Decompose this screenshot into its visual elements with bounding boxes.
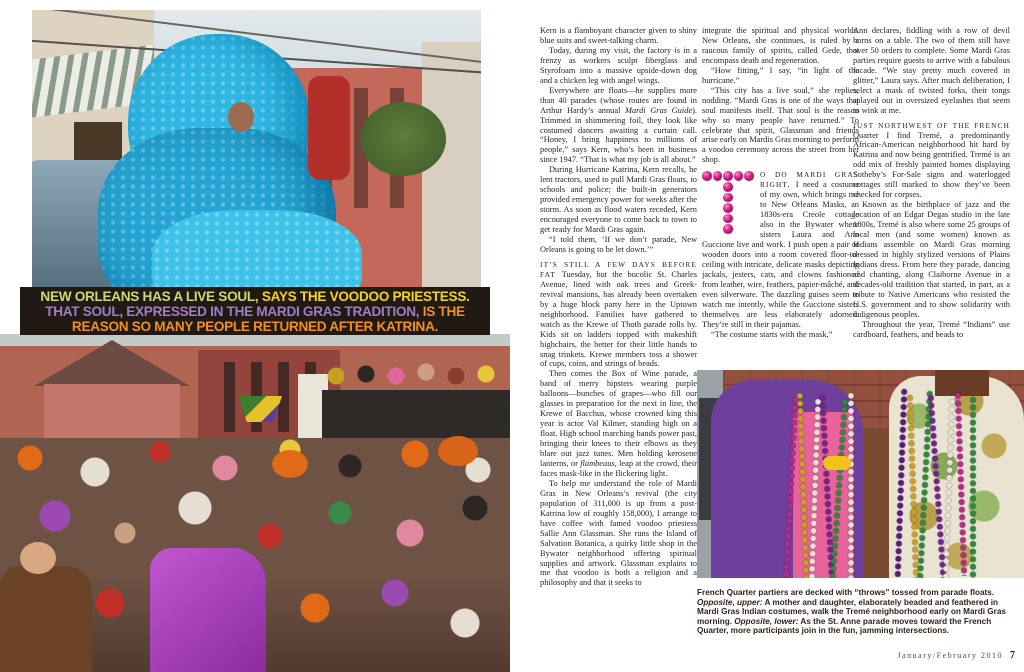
paragraph (853, 200, 1010, 319)
paragraph (853, 320, 1010, 340)
text-segment: integrate the spiritual and physical worlds. New Orleans, she continues, is ruled by a raucous family of spirits, called Gede, that encompass death and regeneration. (702, 26, 859, 65)
text-segment: Kern is a flamboyant character given to shiny blue suits and sweet-talking charm. (540, 26, 697, 45)
bald-head (20, 542, 56, 574)
float-platform (322, 390, 510, 438)
paragraph (702, 170, 859, 329)
purple-cape-figure (150, 548, 266, 672)
page-footer (697, 645, 1015, 663)
article-column-2 (702, 26, 859, 370)
paragraph (540, 26, 697, 46)
child-arm (863, 428, 889, 578)
paragraph (540, 235, 697, 255)
paragraph (540, 165, 697, 235)
pink-house (44, 384, 180, 438)
text-segment: “The costume starts with the mask,” (711, 329, 833, 339)
text-segment: Opposite, lower: (734, 616, 799, 626)
text-segment: “This city has a live soul,” she replies, nodding. “Mardi Gras is one of the ways that soul manifests itself. That soul is the reason why so many people have returned.” To celebrate that spirit, Glassman and friends arise early on Mardis Gras morning to perform a voodoo ceremony across the street from her shop. (702, 85, 859, 165)
face (228, 102, 254, 132)
text-segment: Ann declares, fiddling with a row of devil horns on a table. The two of them still have over 50 orders to complete. Some Mardi Gras parties require guests to arrive with a fabulous facade. “We stay pretty much covered in glitter,” Laura says. After much deliberation, I select a mask of twisted forks, their tongs splayed out in oversized eyelashes that seem to wink at me. (853, 26, 1010, 115)
neck-skin (935, 370, 989, 396)
paragraph (853, 121, 1010, 201)
bead-icon (723, 214, 733, 224)
bead-icon (723, 182, 733, 192)
text-segment: To help me understand the role of Mardi Gras in New Orleans’s revival (the city population of 311,000 is up from a post-Katrina low of roughly 158,000), I arrange to have coffee with famed voodoo priestess Sallie Ann Glassman. She runs the Island of Salvation Botanica, a quirky little shop in the Bywater neighborhood offering spiritual supplies and artwork. Glassman explains to me that voodoo is both a religion and a philosophy and that it seeks to (540, 478, 697, 588)
article-column-3 (853, 26, 1010, 370)
page-number: 7 (1010, 650, 1015, 661)
text-segment: Quarter I find Tremé, a predominantly African-American neighborhood hit hard by Katrina and now being gentrified. Tremé is an odd mix of freshly painted homes displaying Sotheby’s For-Sale signs and waterlogged cottages still marked to show they’ve been checked for corpses. (853, 130, 1010, 200)
pull-quote-segment: REASON SO MANY PEOPLE RETURNED AFTER KATRINA. (71, 319, 439, 335)
orange-wig (272, 450, 308, 478)
pull-quote-segment: NEW ORLEANS HAS A LIVE SOUL, (40, 289, 262, 304)
text-segment: Opposite, upper: (697, 597, 763, 607)
text-segment: Mardi Gras Guide (625, 105, 693, 115)
pull-quote-line (20, 319, 490, 334)
text-segment: French Quarter partiers are decked with “throws” tossed from parade floats. (697, 588, 995, 597)
pull-quote-line (20, 304, 490, 319)
text-segment: As the St. Anne parade moves toward the French Quarter, more participants join in the fun, jamming intersections. (697, 616, 992, 636)
pull-quote-line (20, 289, 490, 304)
section-lead-in: JUST NORTHWEST OF THE FRENCH (853, 120, 1010, 130)
yellow-trinket (823, 456, 851, 470)
paragraph (702, 330, 859, 340)
pull-quote-segment: IS THE (422, 304, 465, 320)
bead-strand (847, 392, 855, 578)
section-lead-in: IT’S STILL A FEW DAYS BEFORE FAT (540, 259, 697, 279)
text-segment: , leap at the crowd, their faces mask-like in the flickering light. (540, 458, 697, 478)
brown-robe-figure (0, 566, 92, 672)
text-segment: Today, during my visit, the factory is in a frenzy as workers sculpt fiberglass and Styrofoam into a massive upside-down dog and a chicken leg with angel wings. (540, 45, 697, 85)
photo-beaded-partiers (697, 370, 1024, 578)
photo-caption (697, 588, 1017, 636)
float-riders (322, 360, 510, 392)
article-column-1 (540, 26, 697, 638)
text-segment: Throughout the year, Tremé “Indians” use cardboard, feathers, and beads to (853, 319, 1010, 339)
text-segment: “I told them, ‘If we don’t parade, New Orleans is going to be let down.’” (540, 235, 697, 254)
blue-feather-fringe (152, 210, 362, 287)
paragraph (540, 46, 697, 86)
bead-strand (969, 396, 977, 578)
issue-date: January/February 2010 (897, 651, 1003, 660)
text-segment: Then comes the Box of Wine parade, a band of merry hipsters wearing purple balloons—bunches of grapes—who fill our glasses in preparation for the next in line, the Krewe of Bacchus, whose crowned king this year is actor Val Kilmer, standing high on a float. High school marching bands power past, bringing their knees to their elbows as they blare out jazz tunes. Men holding kerosene lanterns, or (540, 369, 697, 468)
text-segment: Known as the birthplace of jazz and the location of an Edgar Degas studio in the late 1800s, Tremé is also where some 25 groups of local men (and some women) known as Indians assemble on Mardi Gras morning dressed in highly stylized versions of Plains Indians dress. From here they parade, dancing and chanting, along Claiborne Avenue in a decades-old tradition that started, in part, as a tribute to Native Americans who resisted the U.S. government and to show solidarity with indigenous peoples. (853, 200, 1010, 319)
orange-wig (438, 436, 478, 466)
paragraph (702, 86, 859, 166)
paragraph (540, 479, 697, 588)
photo-blue-costume-street (32, 10, 481, 287)
paragraph (540, 369, 697, 478)
paragraph (702, 66, 859, 86)
photo-parade-crowd (0, 334, 510, 672)
tree (360, 102, 446, 176)
paragraph (853, 26, 1010, 116)
text-segment: ). Trimmed in shimmering foil, they look like costumed dancers awaiting a curtain call. “Honey, I bring happiness to millions of people,” says Kern, who’s been in business since 1947. “That is what my job is all about.” (540, 105, 697, 165)
bead-icon (702, 171, 712, 181)
text-segment: “How fitting,” I say, “in light of the hurricane.” (702, 65, 859, 85)
bead-dropcap-t (702, 171, 754, 233)
paragraph (540, 86, 697, 166)
red-costume-accent (308, 76, 350, 180)
bead-icon (723, 224, 733, 234)
bead-icon (723, 203, 733, 213)
text-segment: During Hurricane Katrina, Kern recalls, he lent tractors, used to pull Mardi Gras floats, to schools and police; the built-in generators provided emergency power for weeks after the storm. As soon as flood waters receded, Kern encouraged everyone to come back to town to get ready for Mardi Gras again. (540, 165, 697, 235)
bead-icon (713, 171, 723, 181)
bead-icon (744, 171, 754, 181)
bead-icon (723, 193, 733, 203)
bead-icon (723, 171, 733, 181)
paragraph (540, 260, 697, 369)
section-lead-in: O DO MARDI GRAS RIGHT, (760, 170, 859, 190)
pull-quote-segment: THAT SOUL, EXPRESSED IN THE MARDI GRAS TRADITION, (45, 304, 423, 320)
gable-roof (34, 340, 190, 386)
paragraph (702, 26, 859, 66)
text-segment: Everywhere are floats—he supplies more than 40 parades (whose routes are found in Arthur Hardy’s annual (540, 85, 697, 115)
text-segment: flambeaus (580, 458, 615, 468)
pull-quote (20, 287, 490, 335)
bead-icon (734, 171, 744, 181)
pull-quote-segment: SAYS THE VOODOO PRIESTESS. (261, 289, 470, 304)
text-segment: Tuesday, but the bucolic St. Charles Avenue, lined with oak trees and Greek-revival mansions, has already been overtaken by a huge block party here in the Uptown neighborhood. Families have gathered to watch as the Krewe of Thoth parade rolls by. Kids sit on ladders topped with makeshift highchairs, the better for their little hands to snag trinkets. Krewe members toss a shower of cups, coins, and strings of beads. (540, 269, 697, 369)
text-segment: I need a costume of my own, which brings me to New Orleans Masks, an 1830s-era Creole cottage also in the Bywater where sisters Laura and Ann Guccione live and work. I push open a pair of wooden doors into a room covered floor-to-ceiling with intricate, delicate masks depicting jackals, jesters, cats, and clowns fashioned from leather, wire, feathers, papier-mâché, and even silverware. The dazzling guises seem to watch me intently, while the Guccione sisters themselves are less elaborately adorned. They’re still in their pajamas. (702, 180, 859, 329)
text-segment: A mother and daughter, elaborately beaded and feathered in Mardi Gras Indian costumes, walk the Tremé neighborhood early on Mardi Gras morning. (697, 597, 1006, 626)
